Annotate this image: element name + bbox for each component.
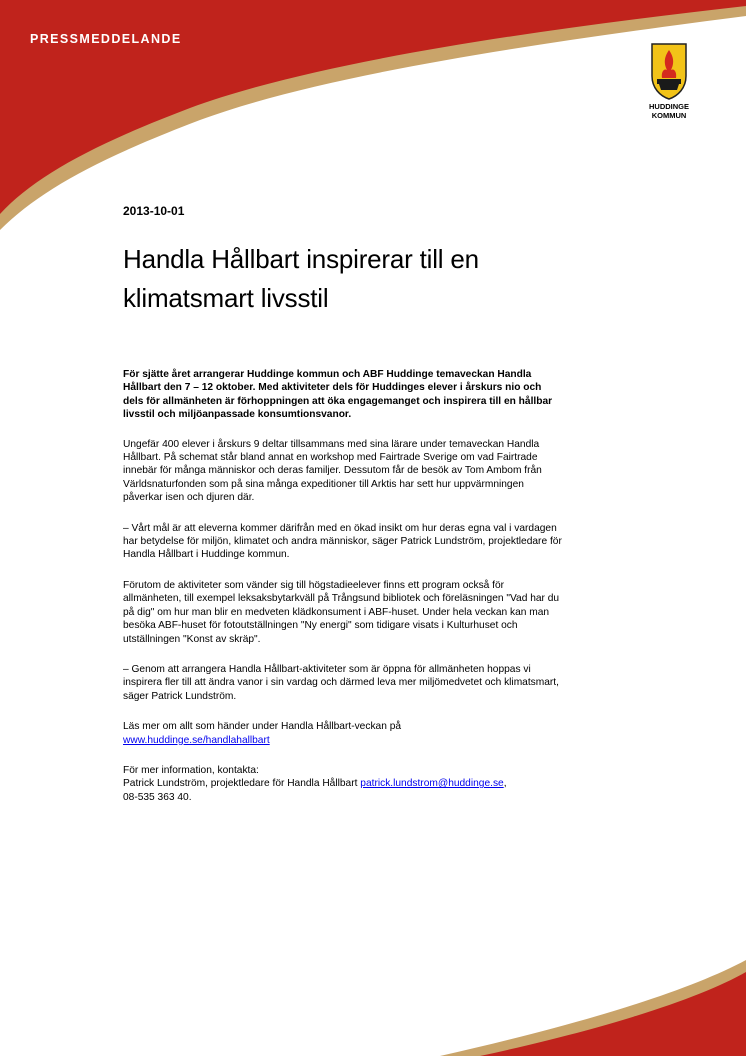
read-more-text: Läs mer om allt som händer under Handla Hållbart-veckan på (123, 721, 402, 733)
logo-text (638, 102, 700, 120)
contact-email-suffix: , (503, 778, 507, 790)
huddinge-logo (638, 42, 700, 126)
contact-block (123, 764, 563, 804)
logo-line-2: KOMMUN (651, 111, 687, 120)
logo-line-1: HUDDINGE (648, 102, 689, 111)
article (123, 204, 563, 821)
contact-email-link[interactable]: patrick.lundstrom@huddinge.se (360, 778, 504, 790)
footer-band (0, 960, 746, 1056)
press-release-label: PRESSMEDDELANDE (30, 32, 182, 46)
paragraph-1: Ungefär 400 elever i årskurs 9 deltar tillsammans med sina lärare under temaveckan Handla Hållbart. På schemat står bland annat en workshop med Fairtrade Sverige om vad Fairtrade innebär för många människor och deras familjer. Dessutom får de besök av Tom Ambom från Världsnaturfonden som på sina många expeditioner till Arktis har sett hur uppvärmningen påverkar isen och djuren där. (123, 438, 542, 504)
coat-of-arms-icon (650, 42, 688, 100)
paragraph-3: Förutom de aktiviteter som vänder sig till högstadieelever finns ett program också för allmänheten, till exempel leksaksbytarkväll på Trångsund bibliotek och föreläsningen "Vad har du på dig" om hur man blir en medveten klädkonsument i ABF-huset. Under hela veckan kan man besöka ABF-huset för fotoutställningen "Ny energi" som tidigare visats i Kulturhuset och utställningen "Konst av skräp". (123, 579, 560, 645)
article-date: 2013-10-01 (123, 204, 185, 218)
paragraph-4: – Genom att arrangera Handla Hållbart-aktiviteter som är öppna för allmänheten hoppas vi inspirera fler till att ändra vanor i sin vardag och därmed leva mer miljömedvetet och klimatsmart, säger Patrick Lundström. (123, 663, 559, 702)
article-title: Handla Hållbart inspirerar till en klimatsmart livsstil (123, 244, 479, 313)
article-lead: För sjätte året arrangerar Huddinge kommun och ABF Huddinge temaveckan Handla Hållbart den 7 – 12 oktober. Med aktiviteter dels för Huddinges elever i årskurs nio och dels för allmänheten är förhoppningen att öka engagemanget och inspirera till en hållbar livsstil och miljöanpassade konsumtionsvanor. (123, 369, 553, 421)
paragraph-2: – Vårt mål är att eleverna kommer därifrån med en ökad insikt om hur deras egna val i vardagen har betydelse för miljön, klimatet och andra människor, säger Patrick Lundström, projektledare för Handla Hållbart i Huddinge kommun. (123, 522, 562, 561)
campaign-link[interactable]: www.huddinge.se/handlahallbart (123, 734, 270, 746)
contact-name: Patrick Lundström, projektledare för Handla Hållbart (123, 778, 358, 790)
contact-intro: För mer information, kontakta: (123, 764, 259, 776)
contact-phone: 08-535 363 40. (123, 791, 192, 803)
paragraph-5 (123, 720, 563, 747)
